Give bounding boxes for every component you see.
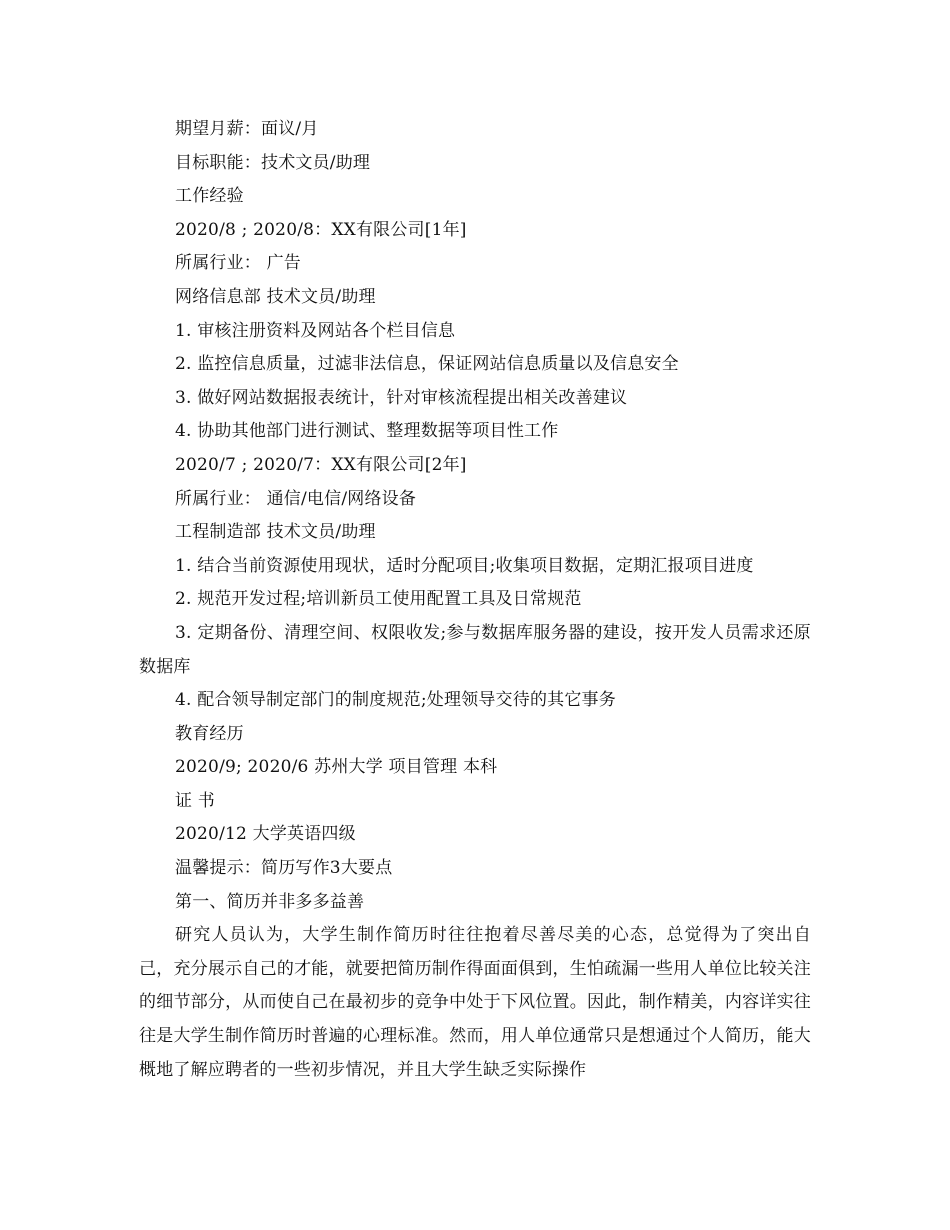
job-1-department: 网络信息部 技术文员/助理 [175,286,376,307]
job-1-duty-4: 4. 协助其他部门进行测试、整理数据等项目性工作 [175,421,559,442]
section-heading-education: 教育经历 [175,723,244,744]
resume-content [139,113,811,1087]
job-1-industry: 所属行业： 广告 [175,253,302,274]
tips-heading: 温馨提示：简历写作3大要点 [175,858,393,879]
job-1-duty-3: 3. 做好网站数据报表统计，针对审核流程提出相关改善建议 [175,387,628,408]
job-1-period: 2020/8 ; 2020/8：XX有限公司[1年] [175,219,467,240]
section-heading-work-experience: 工作经验 [175,186,244,207]
job-2-duty-4: 4. 配合领导制定部门的制度规范;处理领导交待的其它事务 [175,690,616,711]
job-2-duty-2: 2. 规范开发过程;培训新员工使用配置工具及日常规范 [175,589,582,610]
expected-salary: 期望月薪：面议/月 [175,119,319,139]
job-2-department: 工程制造部 技术文员/助理 [175,522,376,543]
certificate-entry: 2020/12 大学英语四级 [175,824,356,845]
job-2-duty-3: 3. 定期备份、清理空间、权限收发;参与数据库服务器的建设，按开发人员需求还原数据库 [139,622,811,677]
job-1-duty-1: 1. 审核注册资料及网站各个栏目信息 [175,320,456,341]
job-2-duty-1: 1. 结合当前资源使用现状，适时分配项目;收集项目数据，定期汇报项目进度 [175,555,754,576]
tip-1-heading: 第一、简历并非多多益善 [175,891,365,912]
target-position: 目标职能：技术文员/助理 [175,152,371,173]
tip-1-paragraph: 研究人员认为，大学生制作简历时往往抱着尽善尽美的心态，总觉得为了突出自己，充分展示自己的才能，就要把简历制作得面面俱到，生怕疏漏一些用人单位比较关注的细节部分，从而使自己在最初步的竞争中处于下风位置。因此，制作精美，内容详实往往是大学生制作简历时普遍的心理标准。然而，用人单位通常只是想通过个人简历，能大概地了解应聘者的一些初步情况，并且大学生缺乏实际操作 [139,925,811,1080]
section-heading-certificates: 证 书 [175,790,216,811]
job-2-industry: 所属行业： 通信/电信/网络设备 [175,488,417,509]
job-2-period: 2020/7 ; 2020/7：XX有限公司[2年] [175,454,467,475]
education-entry: 2020/9; 2020/6 苏州大学 项目管理 本科 [175,757,498,778]
job-1-duty-2: 2. 监控信息质量，过滤非法信息，保证网站信息质量以及信息安全 [175,354,679,375]
